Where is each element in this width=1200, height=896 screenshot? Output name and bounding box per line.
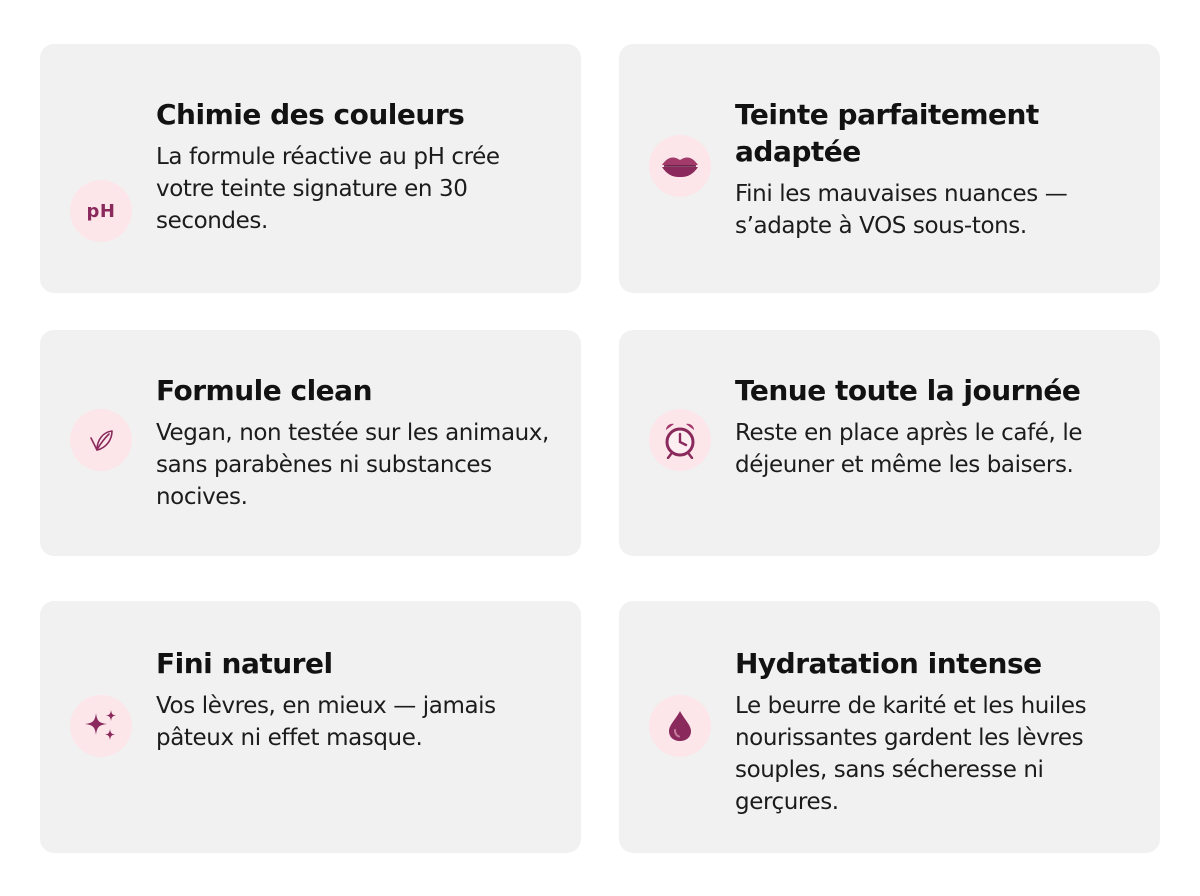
leaf-icon [70, 409, 132, 471]
feature-card-color-chemistry [40, 44, 581, 293]
feature-description: Reste en place après le café, le déjeuner et même les baisers. [735, 420, 1083, 478]
feature-title: Tenue toute la journée [735, 374, 1081, 407]
droplet-icon [649, 695, 711, 757]
feature-card-clean-formula [40, 330, 581, 556]
feature-description: La formule réactive au pH crée votre teinte signature en 30 secondes. [156, 144, 500, 234]
feature-card-natural-finish [40, 601, 581, 853]
feature-title: Chimie des couleurs [156, 98, 465, 131]
feature-description: Le beurre de karité et les huiles nourissantes gardent les lèvres souples, sans sécheresse ni gerçures. [735, 693, 1087, 815]
ph-icon-label: pH [86, 200, 116, 222]
feature-card-all-day-wear [619, 330, 1160, 556]
alarm-clock-icon [649, 409, 711, 471]
feature-title: Fini naturel [156, 647, 333, 680]
feature-title: Formule clean [156, 374, 372, 407]
lips-icon [649, 135, 711, 197]
feature-description: Vos lèvres, en mieux — jamais pâteux ni effet masque. [156, 693, 496, 751]
feature-card-intense-hydration [619, 601, 1160, 853]
feature-card-perfect-shade [619, 44, 1160, 293]
ph-icon [70, 180, 132, 242]
sparkles-icon [70, 695, 132, 757]
feature-description: Vegan, non testée sur les animaux, sans parabènes ni substances nocives. [156, 420, 549, 510]
feature-title: Teinte parfaitement adaptée [735, 98, 1039, 168]
feature-title: Hydratation intense [735, 647, 1042, 680]
feature-description: Fini les mauvaises nuances — s’adapte à VOS sous-tons. [735, 181, 1068, 239]
